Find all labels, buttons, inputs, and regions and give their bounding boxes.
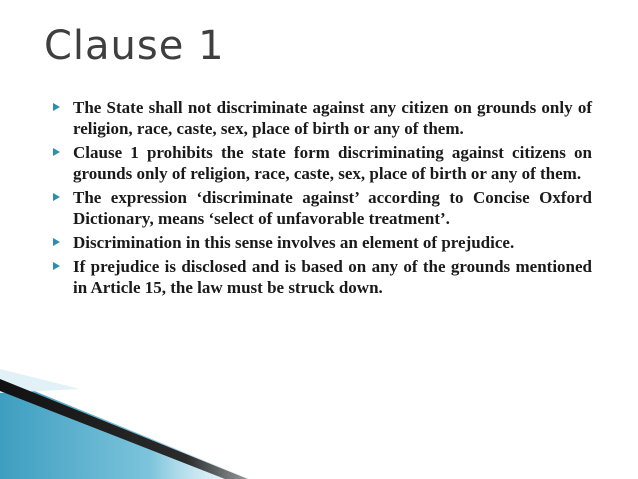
bullet-item xyxy=(50,97,592,139)
triangle-bullet-icon xyxy=(53,148,60,156)
bullet-text: Clause 1 prohibits the state form discriminating against citizens on grounds only of religion, race, caste, sex, place of birth or any of them. xyxy=(73,143,592,183)
corner-decoration xyxy=(0,369,260,479)
slide-title: Clause 1 xyxy=(44,23,225,69)
triangle-bullet-icon xyxy=(53,238,60,246)
bullet-text: The expression ‘discriminate against’ according to Concise Oxford Dictionary, means ‘select of unfavorable treatment’. xyxy=(73,188,592,228)
triangle-bullet-icon xyxy=(53,193,60,201)
triangle-bullet-icon xyxy=(53,262,60,270)
bullet-text: The State shall not discriminate against any citizen on grounds only of religion, race, caste, sex, place of birth or any of them. xyxy=(73,98,592,138)
bullet-list xyxy=(50,97,592,301)
triangle-bullet-icon xyxy=(53,103,60,111)
bullet-item xyxy=(50,256,592,298)
bullet-item xyxy=(50,142,592,184)
bullet-text: If prejudice is disclosed and is based on any of the grounds mentioned in Article 15, the law must be struck down. xyxy=(73,257,592,297)
bullet-text: Discrimination in this sense involves an element of prejudice. xyxy=(73,233,515,252)
deco-blue-band xyxy=(0,377,250,479)
bullet-item xyxy=(50,187,592,229)
bullet-item xyxy=(50,232,592,253)
